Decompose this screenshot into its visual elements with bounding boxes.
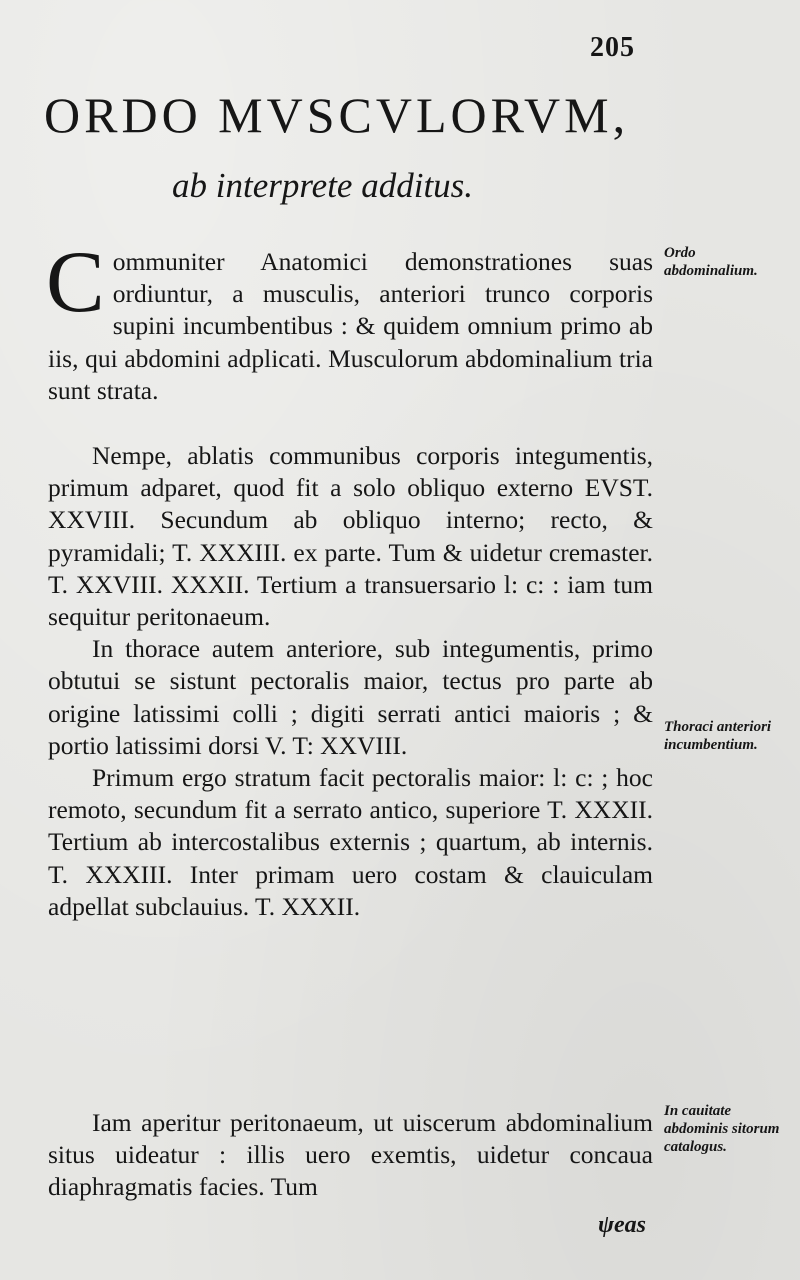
margin-note-thoracic: Thoraci anteriori incumbentium. xyxy=(664,719,772,753)
page-subtitle: ab interprete additus. xyxy=(172,166,474,205)
margin-note-abdominal: Ordo abdominalium. xyxy=(664,245,758,279)
text-block-cavity xyxy=(48,1107,653,1204)
text-block-main xyxy=(48,440,653,923)
paragraph-1-text: ommuniter Anatomici demonstrationes suas ordiuntur, a musculis, anteriori trunco corporis supini incumbentibus : & quidem omnium primo ab iis, qui abdomini adplicati. Musculorum abdominalium tria sunt strata. xyxy=(48,247,653,405)
margin-note-cavity: In cauitate abdominis sitorum catalogus. xyxy=(664,1103,780,1155)
paragraph-4: Primum ergo stratum facit pectoralis maior: l: c: ; hoc remoto, secundum fit a serrato antico, superiore T. XXXII. Tertium ab intercostalibus externis ; quartum, ab internis. T. XXXIII. Inter primam uero costam & clauiculam adpellat subclauius. T. XXXII. xyxy=(48,763,653,921)
catchword: ψeas xyxy=(598,1212,647,1238)
drop-cap: C xyxy=(46,234,105,331)
text-block-abdomen xyxy=(46,234,653,407)
page-title: ORDO MVSCVLORVM, xyxy=(44,87,630,143)
paragraph-3: In thorace autem anteriore, sub integumentis, primo obtutui se sistunt pectoralis maior, tectus pro parte ab origine latissimi colli ; digiti serrati antici maioris ; & portio latissimi dorsi V. T: XXVIII. xyxy=(48,634,653,760)
paragraph-1 xyxy=(46,234,653,407)
page-number: 205 xyxy=(590,32,635,63)
paragraph-2: Nempe, ablatis communibus corporis integumentis, primum adparet, quod fit a solo obliquo externo EVST. XXVIII. Secundum ab obliquo interno; recto, & pyramidali; T. XXXIII. ex parte. Tum & uidetur cremaster. T. XXVIII. XXXII. Tertium a transuersario l: c: : iam tum sequitur peritonaeum. xyxy=(48,441,653,632)
paragraph-5: Iam aperitur peritonaeum, ut uiscerum abdominalium situs uideatur : illis uero exemtis, uidetur concaua diaphragmatis facies. Tum xyxy=(48,1108,653,1202)
